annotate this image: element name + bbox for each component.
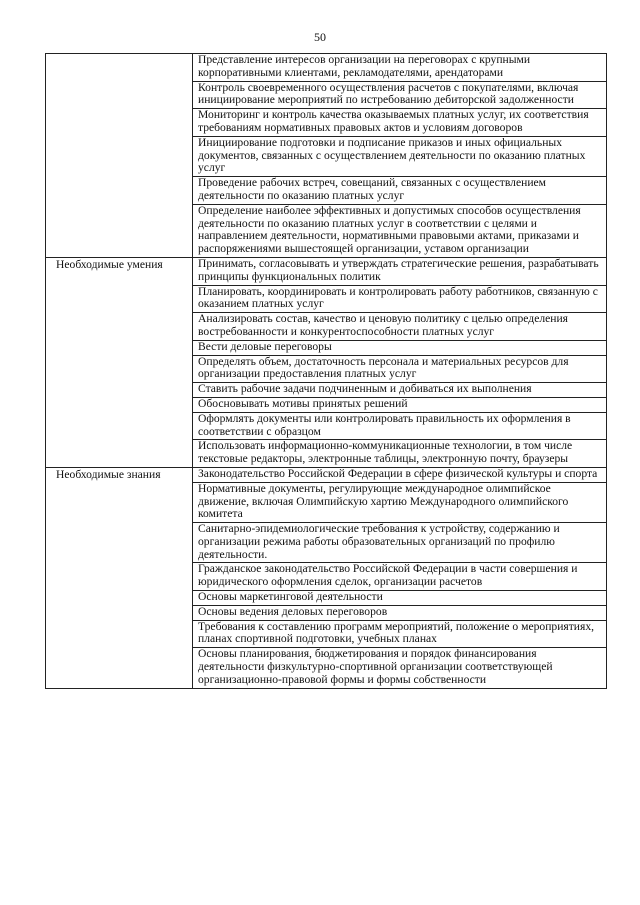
row-label-cell bbox=[46, 257, 193, 467]
list-item: Проведение рабочих встреч, совещаний, связанных с осуществлением деятельности по оказанию платных услуг bbox=[193, 177, 606, 205]
page-number: 50 bbox=[314, 30, 326, 44]
list-item: Представление интересов организации на переговорах с крупными корпоративными клиентами, рекламодателями, арендаторами bbox=[193, 54, 606, 82]
list-item: Вести деловые переговоры bbox=[193, 341, 606, 356]
list-item: Принимать, согласовывать и утверждать стратегические решения, разрабатывать принципы функциональных политик bbox=[193, 258, 606, 286]
row-label: Необходимые умения bbox=[56, 257, 163, 271]
list-item: Ставить рабочие задачи подчиненным и добиваться их выполнения bbox=[193, 383, 606, 398]
list-item: Анализировать состав, качество и ценовую политику с целью определения востребованности и конкурентоспособности платных услуг bbox=[193, 313, 606, 341]
row-label-cell bbox=[46, 54, 193, 258]
list-item: Использовать информационно-коммуникационные технологии, в том числе текстовые редакторы, электронные таблицы, электронную почту, браузеры bbox=[198, 439, 573, 466]
items-cell bbox=[193, 54, 607, 258]
table-row bbox=[46, 467, 607, 688]
list-item: Санитарно-эпидемиологические требования к устройству, содержанию и организации режима работы образовательных организаций по профилю деятельности. bbox=[193, 523, 606, 563]
list-item: Мониторинг и контроль качества оказываемых платных услуг, их соответствия требованиям нормативных правовых актов и условиям договоров bbox=[193, 109, 606, 137]
items-cell bbox=[193, 467, 607, 688]
list-item: Инициирование подготовки и подписание приказов и иных официальных документов, связанных с осуществлением деятельности по оказанию платных услуг bbox=[193, 137, 606, 177]
list-item: Контроль своевременного осуществления расчетов с покупателями, включая инициирование мероприятий по истребованию дебиторской задолженности bbox=[193, 82, 606, 110]
table-row bbox=[46, 257, 607, 467]
list-item: Определение наиболее эффективных и допустимых способов осуществления деятельности по оказанию платных услуг в соответствии с целями и направлением деятельности, нормативными правовыми актами, приказами и распоряжениями вышестоящей организации, уставом организации bbox=[198, 203, 581, 256]
table-row bbox=[46, 54, 607, 258]
list-item: Оформлять документы или контролировать правильность их оформления в соответствии с образцом bbox=[193, 413, 606, 441]
list-item: Требования к составлению программ мероприятий, положение о мероприятиях, планах спортивной подготовки, учебных планах bbox=[193, 621, 606, 649]
list-item: Обосновывать мотивы принятых решений bbox=[193, 398, 606, 413]
list-item: Гражданское законодательство Российской Федерации в части совершения и юридического оформления сделок, организации расчетов bbox=[193, 563, 606, 591]
list-item: Определять объем, достаточность персонала и материальных ресурсов для организации предоставления платных услуг bbox=[193, 356, 606, 384]
row-label: Необходимые знания bbox=[56, 467, 161, 481]
competency-table bbox=[45, 53, 607, 689]
list-item: Основы маркетинговой деятельности bbox=[193, 591, 606, 606]
list-item: Основы ведения деловых переговоров bbox=[193, 606, 606, 621]
items-cell bbox=[193, 257, 607, 467]
list-item: Нормативные документы, регулирующие международное олимпийское движение, включая Олимпийскую хартию Международного олимпийского комитета bbox=[193, 483, 606, 523]
list-item: Планировать, координировать и контролировать работу работников, связанную с оказанием платных услуг bbox=[193, 286, 606, 314]
list-item: Законодательство Российской Федерации в сфере физической культуры и спорта bbox=[193, 468, 606, 483]
list-item: Основы планирования, бюджетирования и порядок финансирования деятельности физкультурно-спортивной организации соответствующей организационно-правовой формы и формы собственности bbox=[198, 647, 553, 686]
row-label-cell bbox=[46, 467, 193, 688]
